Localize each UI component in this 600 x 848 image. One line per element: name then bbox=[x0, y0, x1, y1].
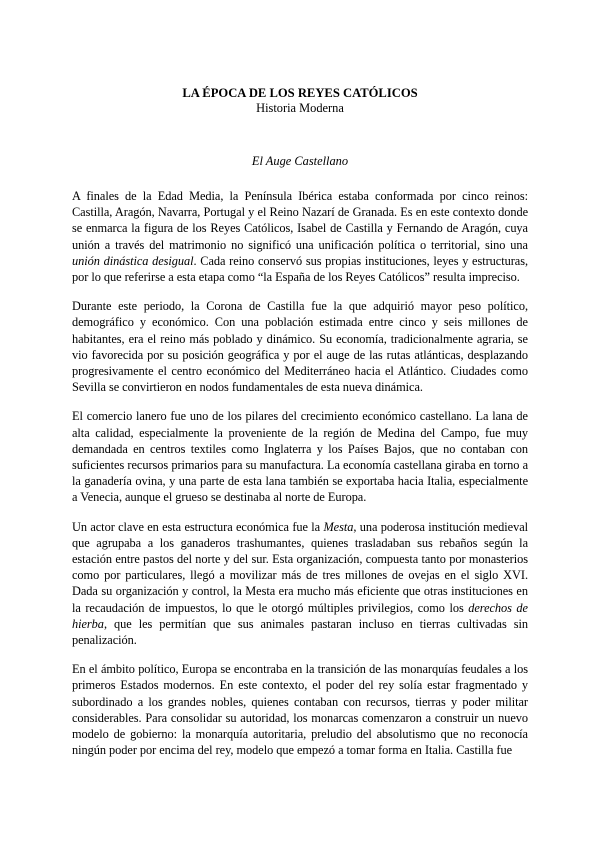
paragraph-1 bbox=[72, 188, 528, 285]
paragraph-text: Durante este periodo, la Corona de Castilla fue la que adquirió mayor peso político, demográfico y económico. Con una población estimada entre cinco y seis millones de habitantes, era el reino más poblado y dinámico. Su economía, tradicionalmente agraria, se vio favorecida por su posición geográfica y por el auge de las rutas atlánticas, desplazando progresivamente el centro económico del Mediterráneo hacia el Atlántico. Ciudades como Sevilla se convirtieron en nodos fundamentales de esta nueva dinámica. bbox=[72, 299, 528, 395]
paragraph-text: A finales de la Edad Media, la Península Ibérica estaba conformada por cinco reinos: Castilla, Aragón, Navarra, Portugal y el Reino Nazarí de Granada. Es en este contexto donde se enmarca la figura de los Reyes Católicos, Isabel de Castilla y Fernando de Aragón, cuya unión a través del matrimonio no significó una unificación política o territorial, sino una bbox=[72, 189, 528, 252]
paragraph-text: El comercio lanero fue uno de los pilares del crecimiento económico castellano. La lana de alta calidad, especialmente la proveniente de la región de Medina del Campo, fue muy demandada en centros textiles como Inglaterra y los Países Bajos, que no contaban con suficientes recursos primarios para su manufactura. La economía castellana giraba en torno a la ganadería ovina, y una parte de esta lana también se exportaba hacia Italia, especialmente a Venecia, aunque el grueso se destinaba al norte de Europa. bbox=[72, 409, 528, 505]
document-title: LA ÉPOCA DE LOS REYES CATÓLICOS bbox=[182, 86, 418, 100]
paragraph-2 bbox=[72, 298, 528, 395]
paragraph-4 bbox=[72, 519, 528, 649]
section-heading: El Auge Castellano bbox=[251, 154, 349, 168]
paragraph-text: , una poderosa institución medieval que agrupaba a los ganaderos trashumantes, quienes trasladaban sus rebaños según la estación entre pastos del norte y del sur. Esta organización, compuesta tanto por monasterios como por particulares, llegó a movilizar más de tres millones de ovejas en el siglo XVI. Dada su organización y control, la Mesta era mucho más eficiente que otras instituciones en la recaudación de impuestos, lo que le otorgó múltiples privilegios, como los bbox=[72, 519, 529, 615]
paragraph-5 bbox=[72, 661, 528, 758]
paragraph-text: En el ámbito político, Europa se encontraba en la transición de las monarquías feudales a los primeros Estados modernos. En este contexto, el poder del rey solía estar fragmentado y subordinado a los grandes nobles, quienes contaban con recursos, tierras y poder militar considerables. Para consolidar su autoridad, los monarcas comenzaron a construir un nuevo modelo de gobierno: la monarquía autoritaria, preludio del absolutismo que no reconocía ningún poder por encima del rey, modelo que empezó a tomar forma en Italia. Castilla fue bbox=[72, 662, 528, 758]
emphasis-text: Mesta bbox=[323, 519, 354, 534]
document-page bbox=[72, 86, 528, 759]
paragraph-text: , que les permitían que sus animales pastaran incluso en tierras cultivadas sin penalización. bbox=[72, 616, 528, 648]
document-subtitle: Historia Moderna bbox=[256, 101, 344, 115]
emphasis-text: derechos de hierba bbox=[72, 600, 528, 631]
paragraph-text: . Cada reino conservó sus propias instituciones, leyes y estructuras, por lo que referirse a esta etapa como “la España de los Reyes Católicos” resulta impreciso. bbox=[72, 253, 528, 285]
emphasis-text: unión dinástica desigual bbox=[72, 253, 194, 268]
paragraph-text: Un actor clave en esta estructura económica fue la bbox=[72, 519, 324, 534]
paragraph-3 bbox=[72, 408, 528, 505]
